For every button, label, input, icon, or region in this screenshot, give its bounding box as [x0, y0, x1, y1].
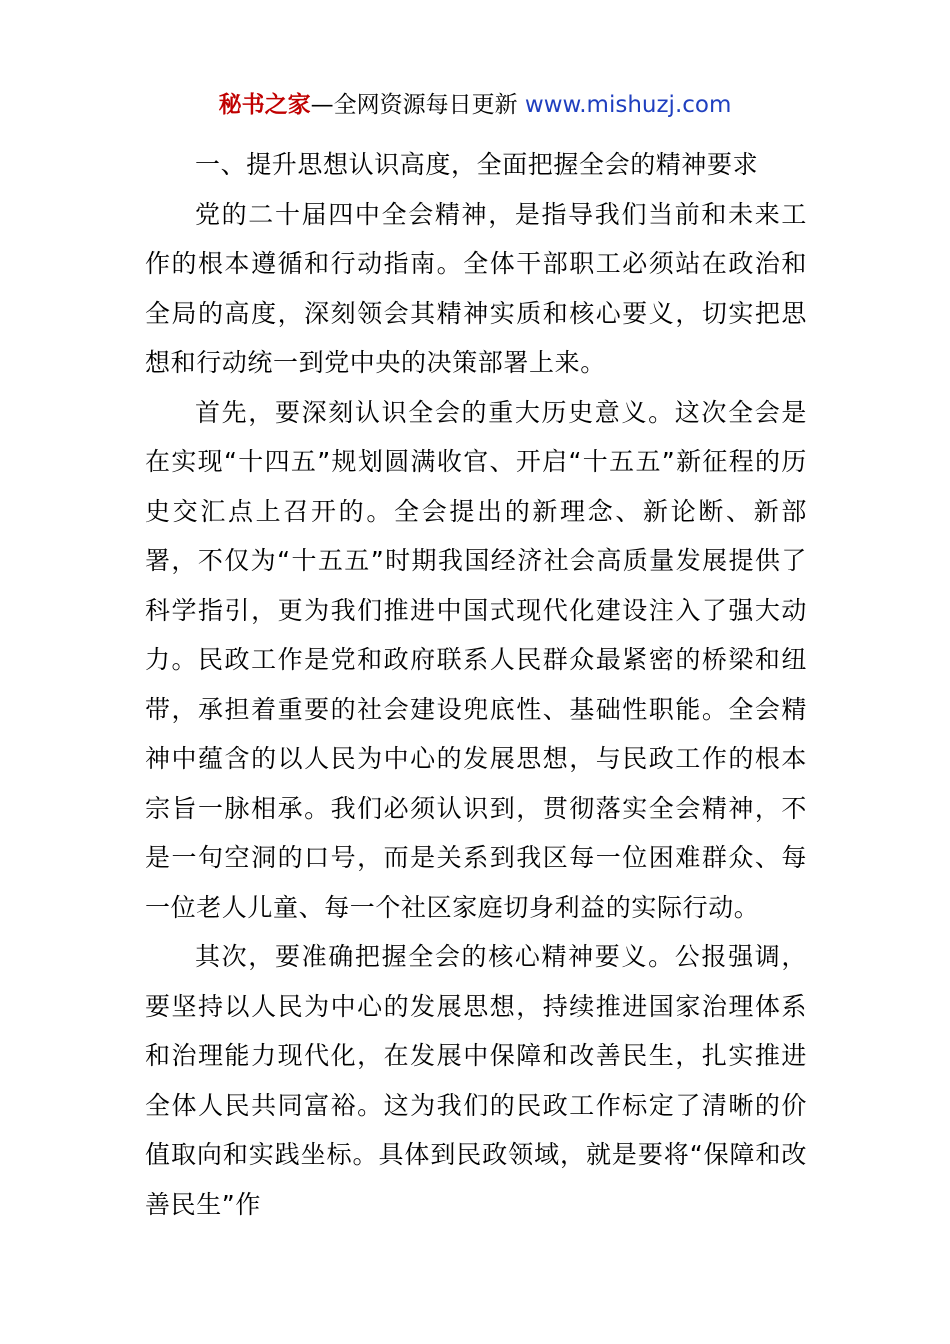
section-heading: 一、提升思想认识高度，全面把握全会的精神要求 — [195, 150, 759, 179]
site-tagline: —全网资源每日更新 — [310, 92, 525, 118]
paragraph: 首先，要深刻认识全会的重大历史意义。这次全会是在实现“十四五”规划圆满收官、开启“十五五”新征程的历史交汇点上召开的。全会提出的新理念、新论断、新部署，不仅为“十五五”时期我国经济社会高质量发展提供了科学指引，更为我们推进中国式现代化建设注入了强大动力。民政工作是党和政府联系人民群众最紧密的桥梁和纽带，承担着重要的社会建设兜底性、基础性职能。全会精神中蕴含的以人民为中心的发展思想，与民政工作的根本宗旨一脉相承。我们必须认识到，贯彻落实全会精神，不是一句空洞的口号，而是关系到我区每一位困难群众、每一位老人儿童、每一个社区家庭切身利益的实际行动。 — [145, 397, 807, 922]
paragraph: 其次，要准确把握全会的核心精神要义。公报强调，要坚持以人民为中心的发展思想，持续推进国家治理体系和治理能力现代化，在发展中保障和改善民生，扎实推进全体人民共同富裕。这为我们的民政工作标定了清晰的价值取向和实践坐标。具体到民政领域，就是要将“保障和改善民生”作 — [145, 942, 807, 1219]
site-header — [0, 88, 950, 122]
paragraph: 党的二十届四中全会精神，是指导我们当前和未来工作的根本遵循和行动指南。全体干部职工必须站在政治和全局的高度，深刻领会其精神实质和核心要义，切实把思想和行动统一到党中央的决策部署上来。 — [145, 199, 807, 377]
document-body — [145, 140, 807, 1229]
site-url-link[interactable]: www.mishuzj.com — [524, 92, 732, 118]
site-brand: 秘书之家 — [218, 92, 311, 118]
